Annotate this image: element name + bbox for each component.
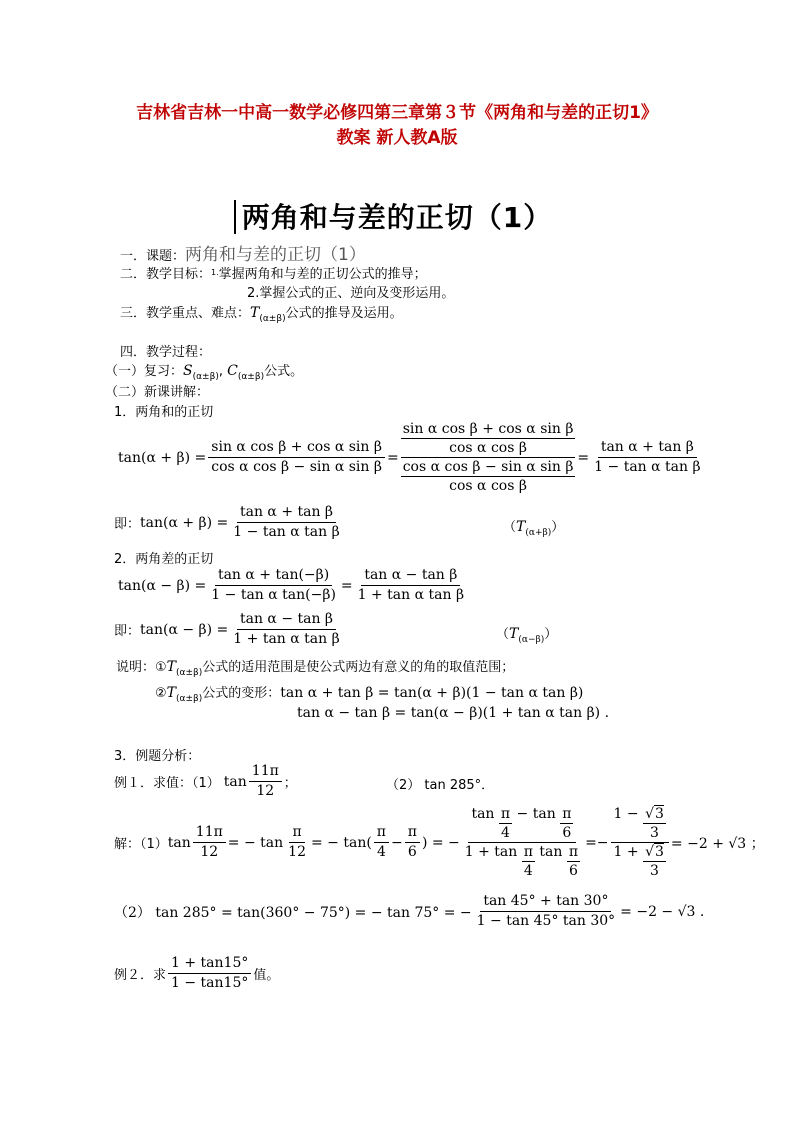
tan-diff-fraction: [355, 566, 467, 605]
goals-label: 二．教学目标：: [120, 267, 212, 282]
subscript-pm: (α±β): [176, 668, 203, 678]
frac-pi-4: [374, 823, 389, 862]
frac-den: 4: [376, 844, 386, 860]
note2-mark: ②: [155, 686, 167, 701]
sol1-close: ) = −: [421, 834, 460, 851]
solution-label: 解：（1）: [114, 837, 168, 852]
frac-11pi-12: [193, 823, 226, 862]
ex2-suffix: 值。: [253, 968, 280, 983]
symbol-S: S: [183, 363, 193, 379]
ex2-denominator: 1 − tan15°: [171, 975, 249, 991]
example-1: [114, 762, 297, 801]
solution-2: [114, 892, 704, 931]
formula-tag-minus: [496, 623, 557, 645]
frac-den: 6: [407, 844, 417, 860]
variant-formula-1: tan α + tan β = tan(α + β)(1 − tan α tan β): [280, 685, 584, 701]
one-minus: 1 −: [613, 806, 639, 822]
sin-cos-fraction: [208, 438, 385, 477]
sol2-numerator: tan 45° + tan 30°: [480, 892, 611, 912]
frac-num: π: [500, 806, 511, 822]
compound-denominator: [401, 458, 576, 495]
section-examples-label: 3．例题分析：: [114, 749, 201, 764]
topic-value: 两角和与差的正切（1）: [185, 245, 366, 265]
outline-item-goals: [120, 263, 427, 282]
frac-den: 4: [523, 863, 533, 879]
frac-den: 6: [569, 863, 578, 879]
upper-inner-den: cos α cos β: [449, 440, 527, 456]
section-sum-label: 1．两角和的正切: [114, 405, 214, 420]
subscript-minus: (α−β): [518, 635, 545, 645]
upper-inner-num: sin α cos β + cos α sin β: [402, 421, 574, 437]
sol1-mid1: = − tan: [227, 834, 284, 851]
sol2-result: = −2 − √3 .: [620, 903, 705, 920]
frac-pi-6: [405, 823, 420, 862]
tan-sum-fraction: [230, 503, 342, 542]
tan-diff-numerator: tan α − tan β: [361, 566, 460, 586]
tan-sum-lhs: tan(α + β) =: [140, 514, 229, 531]
frac-pi-4: [522, 843, 535, 880]
frac-den: 4: [501, 825, 510, 841]
compound-fraction: [401, 420, 576, 495]
sol1-mid2: = − tan(: [310, 834, 372, 851]
review-suffix: 公式。: [264, 364, 304, 379]
frac-pi-4: [499, 805, 512, 842]
tan-text: tan: [532, 806, 556, 822]
goals-line1: 掌握两角和与差的正切公式的推导；: [218, 267, 427, 282]
compound-numerator: [401, 420, 576, 458]
subscript-pm: (α±β): [259, 314, 286, 324]
frac-num: π: [523, 844, 533, 860]
doc-header-line1: 吉林省吉林一中高一数学必修四第三章第３节《两角和与差的正切1》: [136, 103, 658, 123]
outline-item-keypoints: [120, 302, 403, 324]
example-2: [114, 954, 279, 993]
tan-diff-numerator: tan α − tan β: [237, 610, 336, 630]
goals-line2: 2.掌握公式的正、逆向及变形运用。: [247, 286, 455, 301]
newlesson-label: （二）新课讲解：: [105, 385, 210, 400]
lower-inner-num: cos α cos β − sin α sin β: [402, 459, 574, 475]
solution-1: [114, 805, 765, 880]
tan15-fraction: [168, 954, 251, 993]
sin-cos-numerator: sin α cos β + cos α sin β: [208, 438, 385, 458]
tan-text: tan: [471, 806, 495, 822]
sqrt-den: [611, 843, 669, 880]
equals-sign: =: [340, 577, 353, 594]
neg-beta-fraction: [208, 566, 339, 605]
symbol-T: T: [166, 685, 176, 701]
lower-inner-den: cos α cos β: [449, 478, 527, 494]
sqrt3-compound-fraction: [611, 805, 669, 880]
tan45-30-fraction: [474, 892, 619, 931]
page-title: 两角和与差的正切（1）: [241, 201, 553, 234]
tan-text: tan: [539, 844, 563, 860]
tan-diff-denominator: 1 + tan α tan β: [357, 587, 465, 603]
tag-open: （: [496, 627, 510, 642]
ji-label: 即：: [114, 517, 141, 532]
frac-num: π: [562, 806, 572, 822]
minus-sign: −: [516, 806, 529, 822]
frac-den: 12: [256, 783, 275, 799]
three: 3: [650, 863, 659, 879]
three: 3: [650, 825, 659, 841]
note-2: [155, 682, 583, 704]
frac-pi-6: [560, 805, 573, 842]
review-label: （一）复习：: [105, 364, 184, 379]
frac-num: 11π: [249, 762, 282, 782]
tan-sum-formula: [114, 503, 345, 542]
tan-diff-derivation: [118, 566, 469, 605]
tag-open: （: [503, 520, 517, 535]
equals-sign: =: [386, 449, 399, 466]
compound-den: [462, 843, 583, 880]
review-line: （一）复习：$S_{(\alpha\pm\beta)}$, $C_{(\alpha\pm\beta)}$公式。: [105, 363, 304, 382]
sqrt3-over-3: $\frac{√3}{3}$: [645, 806, 664, 841]
neg-beta-denominator: 1 − tan α tan(−β): [211, 587, 336, 603]
note-1: [116, 656, 514, 678]
frac-pi-6: [567, 843, 580, 880]
sol2-prefix: （2） tan 285° = tan(360° − 75°) = − tan 75° = −: [114, 904, 472, 921]
sqrt-num: [611, 805, 669, 843]
frac-pi-12: [285, 823, 309, 862]
tan-sum-denominator: 1 − tan α tan β: [233, 524, 340, 540]
tan-sum-lhs: tan(α + β) =: [118, 449, 207, 466]
tag-close: ）: [551, 520, 565, 535]
semicolon: ；: [283, 776, 297, 791]
equals-sign: =: [585, 834, 597, 851]
compound-num: [468, 805, 576, 843]
tan-sum-numerator: tan α + tan β: [237, 503, 336, 523]
tan-text: tan: [167, 834, 191, 851]
example1-label: 例１．求值：（1）: [114, 776, 220, 791]
formula-tag-plus: [503, 516, 564, 538]
frac-num: π: [374, 823, 389, 843]
symbol-C: C: [227, 363, 238, 379]
section-diff-label: 2．两角差的正切: [114, 552, 214, 567]
tan-diff-formula: [114, 610, 345, 649]
note1-text: 公式的适用范围是使公式两边有意义的角的取值范围；: [202, 660, 515, 675]
minus-sign: −: [596, 834, 609, 851]
sol2-denominator: 1 − tan 45° tan 30°: [476, 913, 616, 929]
keypoints-label: 三．教学重点、难点：: [120, 306, 251, 321]
goals-bullet: 1.: [211, 268, 219, 277]
tan-diff-denominator: 1 + tan α tan β: [233, 631, 340, 647]
frac-num: π: [568, 844, 579, 860]
subscript-pm: (α±β): [237, 372, 265, 382]
tan-sum-fraction: [591, 438, 703, 477]
one-plus: 1 +: [613, 844, 639, 860]
upper-inner-fraction: [401, 420, 576, 457]
outline-item-process: 四．教学过程：: [120, 345, 212, 360]
doc-header-line2: 教案 新人教A版: [336, 128, 458, 148]
note-label: 说明：①: [116, 660, 167, 675]
frac-den: 12: [200, 844, 219, 860]
symbol-T: T: [509, 626, 519, 642]
example2-label: 例２．求: [114, 968, 167, 983]
frac-num: π: [405, 823, 420, 843]
topic-label: 一．课题：: [120, 249, 186, 264]
sol1-result: = −2 + √3 ；: [670, 835, 765, 852]
ex2-numerator: 1 + tan15°: [168, 954, 251, 974]
tan-diff-fraction: [230, 610, 342, 649]
frac-den: 6: [562, 825, 572, 841]
example1-part2: （2） tan 285°．: [386, 778, 495, 793]
tag-close: ）: [544, 627, 558, 642]
symbol-T: T: [516, 519, 526, 535]
frac-num: π: [289, 823, 304, 843]
tan-sum-denominator: 1 − tan α tan β: [594, 459, 701, 475]
subscript-pm: (α±β): [176, 694, 203, 704]
frac-11pi-12: [249, 762, 282, 801]
equals-sign: =: [577, 449, 590, 466]
note2-text: 公式的变形：: [202, 686, 281, 701]
outline-item-topic: [120, 240, 366, 265]
tan-text: tan: [223, 773, 247, 790]
sqrt3-value: 3: [655, 844, 664, 860]
tan-diff-lhs: tan(α − β) =: [118, 577, 207, 594]
symbol-T: T: [250, 305, 260, 321]
minus-sign: −: [391, 834, 403, 851]
sin-cos-denominator: cos α cos β − sin α sin β: [211, 459, 382, 475]
tan-sum-numerator: tan α + tan β: [598, 438, 697, 458]
tan-pi-compound-fraction: [462, 805, 583, 880]
keypoints-suffix: 公式的推导及运用。: [285, 306, 403, 321]
symbol-T: T: [166, 659, 176, 675]
sqrt3-value: 3: [655, 806, 664, 822]
frac-num: 11π: [193, 823, 226, 843]
tan-sum-derivation: [118, 420, 706, 495]
subscript-pm: (α±β): [192, 372, 219, 382]
neg-beta-numerator: tan α + tan(−β): [215, 566, 332, 586]
lower-inner-fraction: [401, 458, 576, 495]
ji-label: 即：: [114, 624, 141, 639]
subscript-plus: (α+β): [525, 528, 552, 538]
one-plus-tan: 1 + tan: [464, 844, 518, 860]
tan-diff-lhs: tan(α − β) =: [140, 621, 229, 638]
frac-den: 12: [288, 844, 306, 860]
variant-formula-2: tan α − tan β = tan(α − β)(1 + tan α tan β) .: [297, 705, 610, 721]
sqrt3-over-3: $\frac{√3}{3}$: [645, 844, 664, 879]
